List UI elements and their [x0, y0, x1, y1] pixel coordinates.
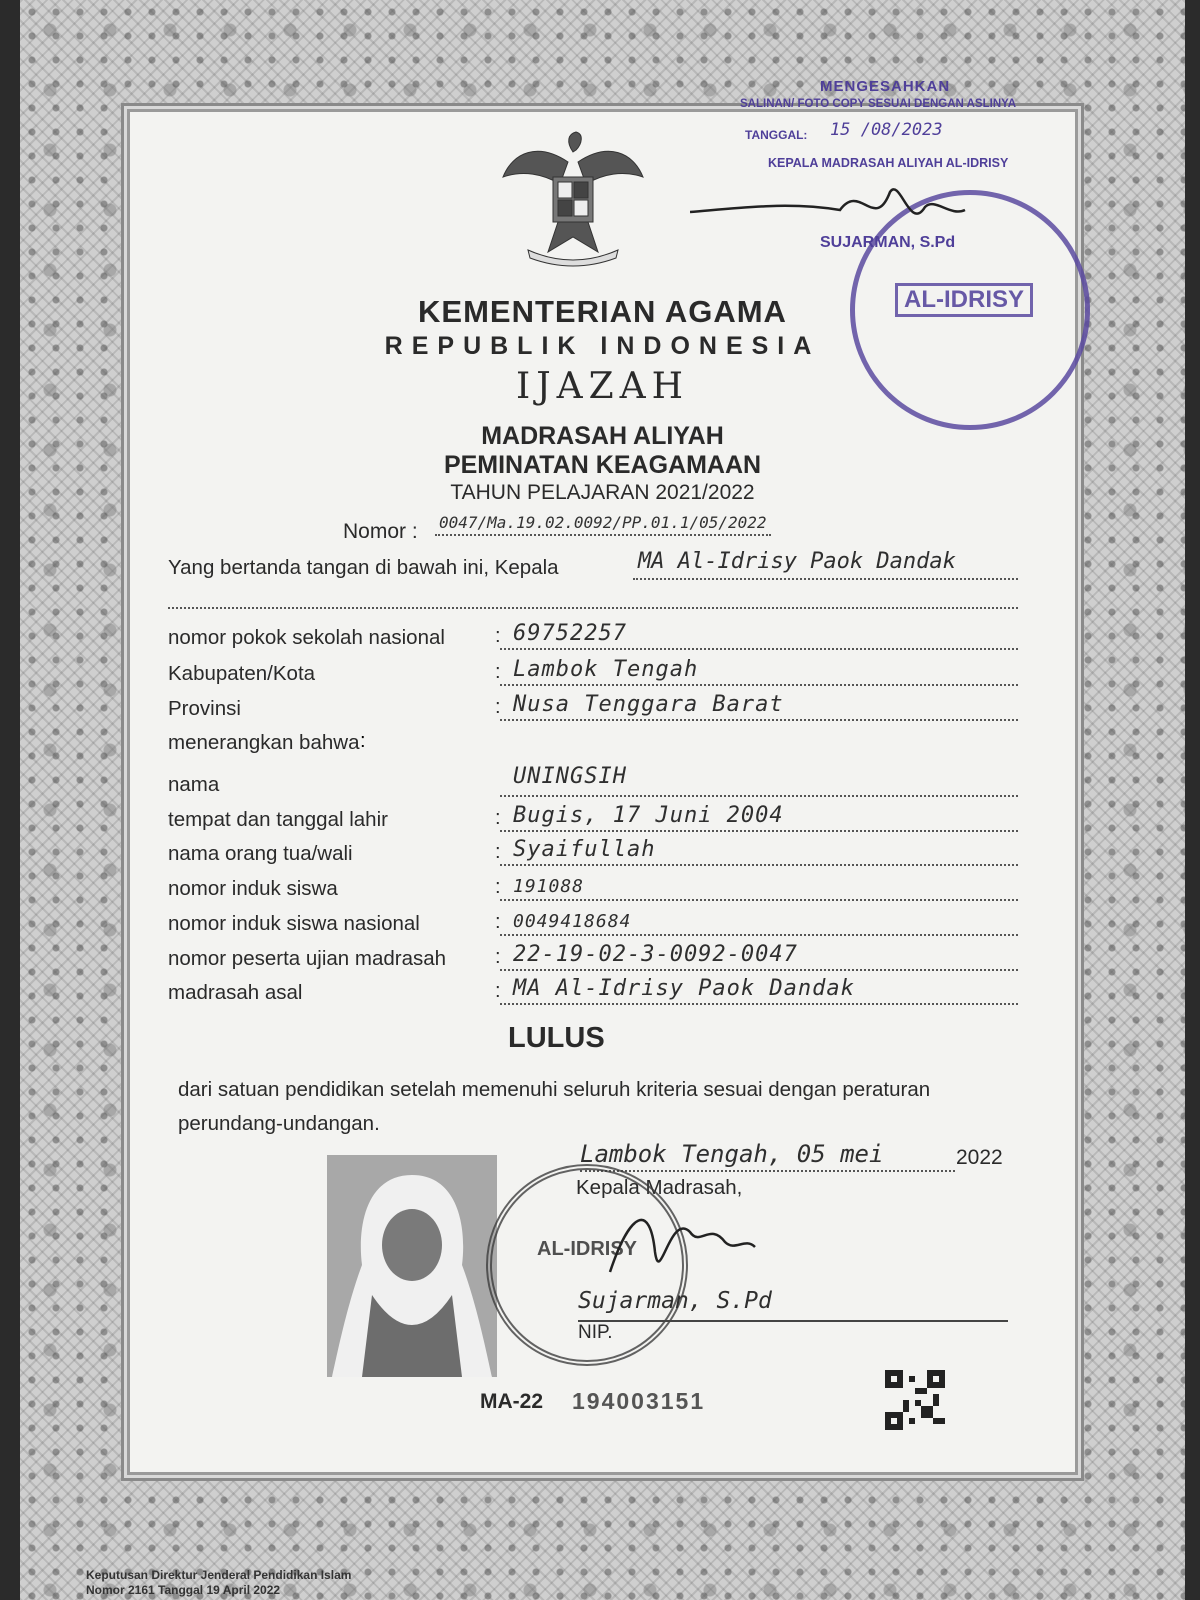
legalization-position: KEPALA MADRASAH ALIYAH AL-IDRISY: [768, 156, 1009, 170]
field-value: Bugis, 17 Juni 2004: [513, 803, 784, 828]
field-label: nomor induk siswa nasional: [168, 912, 420, 935]
legalization-date-label: TANGGAL:: [745, 128, 808, 142]
signature-year: 2022: [956, 1146, 1003, 1169]
field-value: MA Al-Idrisy Paok Dandak: [513, 976, 855, 1001]
field-label: tempat dan tanggal lahir: [168, 808, 388, 831]
place-date: Lambok Tengah, 05 mei: [580, 1140, 884, 1168]
field-label: Kabupaten/Kota: [168, 662, 316, 685]
signature-line: [578, 1320, 1008, 1322]
field-label: nomor induk siswa: [168, 877, 338, 900]
certificate-sheet: [20, 0, 1185, 1600]
nip-label: NIP.: [578, 1322, 613, 1343]
legalization-date-value: 15 /08/2023: [830, 120, 943, 140]
document-title: IJAZAH: [515, 366, 690, 407]
signatory-position: Kepala Madrasah,: [576, 1176, 743, 1199]
field-ttl: tempat dan tanggal lahir : Bugis, 17 Juni 2004: [168, 802, 1018, 832]
school-stamp-text: AL-IDRISY: [537, 1238, 637, 1260]
field-value: 22-19-02-3-0092-0047: [513, 942, 798, 967]
field-value: Nusa Tenggara Barat: [513, 692, 784, 717]
field-label: menerangkan bahwa: [168, 731, 360, 754]
field-label: nama orang tua/wali: [168, 842, 353, 865]
result-status: LULUS: [508, 1022, 605, 1054]
student-photo: [327, 1155, 497, 1377]
field-provinsi: Provinsi : Nusa Tenggara Barat: [168, 691, 1018, 721]
intro-value: MA Al-Idrisy Paok Dandak: [638, 549, 956, 574]
signature-scribble: [600, 1192, 760, 1292]
certificate-number: 0047/Ma.19.02.0092/PP.01.1/05/2022: [435, 513, 771, 536]
country-title: REPUBLIK INDONESIA: [384, 332, 821, 360]
certificate-body: [130, 78, 1075, 1472]
intro-continuation-line: [168, 607, 1018, 609]
field-value: Lambok Tengah: [513, 657, 699, 682]
school-type: MADRASAH ALIYAH: [481, 422, 724, 450]
field-madrasah-asal: madrasah asal : MA Al-Idrisy Paok Dandak: [168, 975, 1018, 1005]
field-value: Syaifullah: [513, 837, 656, 862]
intro-label: Yang bertanda tangan di bawah ini, Kepala: [168, 556, 559, 579]
field-menerangkan: menerangkan bahwa :: [168, 730, 366, 754]
academic-year: TAHUN PELAJARAN 2021/2022: [450, 481, 755, 504]
garuda-pancasila-icon: [498, 122, 648, 272]
legalization-line1: SALINAN/ FOTO COPY SESUAI DENGAN ASLINYA: [740, 98, 1017, 110]
field-nisn: nomor induk siswa nasional : 0049418684: [168, 906, 1018, 936]
statement-text: dari satuan pendidikan setelah memenuhi seluruh kriteria sesuai dengan peraturan perundang-undangan.: [178, 1078, 931, 1135]
intro-row: [168, 550, 1018, 580]
signatory-name: Sujarman, S.Pd: [578, 1288, 772, 1314]
field-label: nama: [168, 773, 220, 796]
program-name: PEMINATAN KEAGAMAAN: [443, 451, 762, 479]
field-value: 0049418684: [513, 911, 632, 932]
number-label: Nomor :: [343, 520, 418, 543]
legalization-name: SUJARMAN, S.Pd: [820, 234, 956, 251]
ministry-title: KEMENTERIAN AGAMA: [418, 294, 787, 329]
field-npsn: nomor pokok sekolah nasional : 69752257: [168, 620, 1018, 650]
field-label: madrasah asal: [168, 981, 303, 1004]
legalization-title: MENGESAHKAN: [820, 78, 951, 95]
footer-line2: Nomor 2161 Tanggal 19 April 2022: [86, 1583, 281, 1597]
field-value: 69752257: [513, 621, 627, 646]
place-date-line: [580, 1170, 955, 1172]
field-value: UNINGSIH: [513, 764, 627, 789]
serial-number: 194003151: [572, 1388, 706, 1414]
field-nama: [168, 764, 1018, 797]
field-kabupaten: Kabupaten/Kota : Lambok Tengah: [168, 656, 1018, 686]
legalization-signature: [690, 172, 970, 252]
footer-line1: Keputusan Direktur Jenderal Pendidikan Islam: [86, 1568, 352, 1582]
legalization-seal-text: AL-IDRISY: [895, 283, 1033, 317]
field-nis: nomor induk siswa : 191088: [168, 871, 1018, 901]
field-orang-tua: nama orang tua/wali : Syaifullah: [168, 836, 1018, 866]
field-label: nomor peserta ujian madrasah: [168, 947, 447, 970]
field-label: nomor pokok sekolah nasional: [168, 626, 445, 649]
qr-code-icon: [885, 1370, 945, 1430]
field-value: 191088: [513, 876, 585, 897]
serial-code: MA-22: [480, 1390, 544, 1413]
field-label: Provinsi: [168, 697, 241, 720]
field-peserta-ujian: nomor peserta ujian madrasah : 22-19-02-3-0092-0047: [168, 941, 1018, 971]
